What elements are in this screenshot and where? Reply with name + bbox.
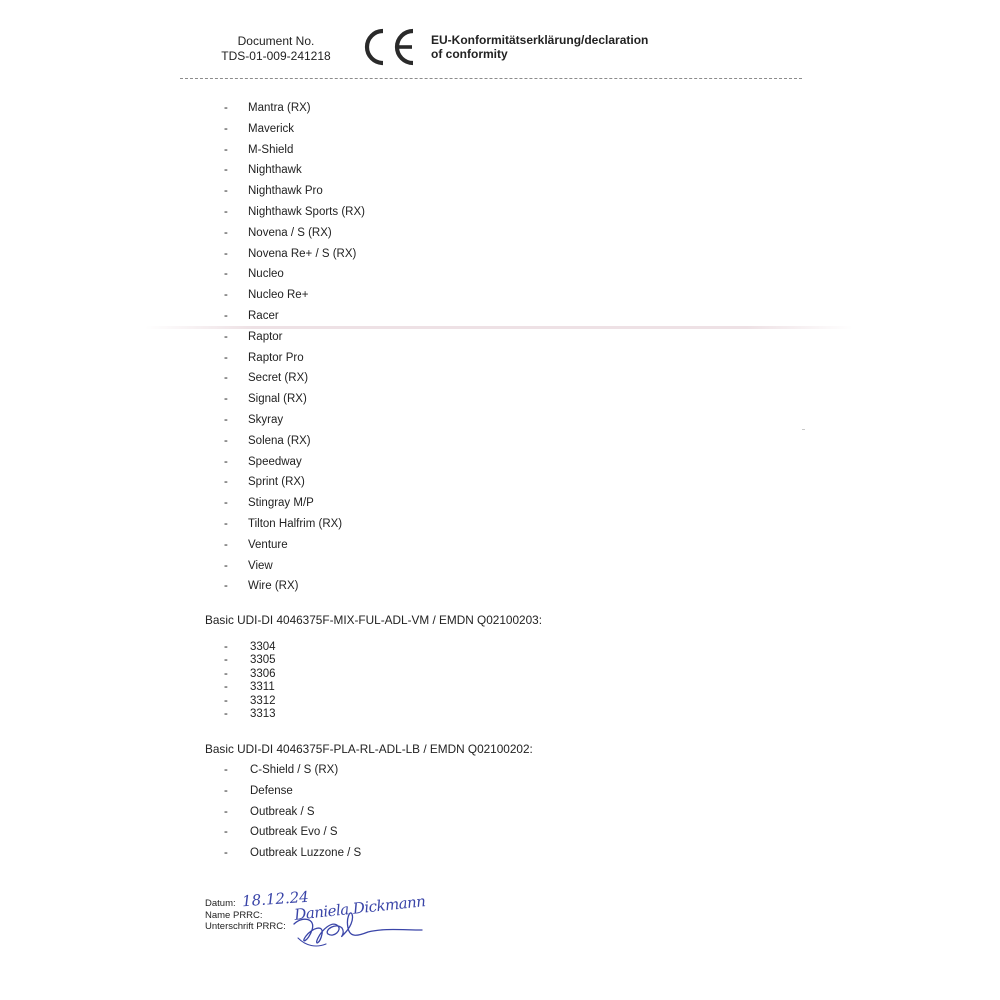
list-bullet-dash: - — [224, 434, 228, 447]
document-number — [212, 34, 340, 64]
list-bullet-dash: - — [224, 497, 228, 510]
list-bullet-dash: - — [224, 559, 228, 572]
list-item-text: 3312 — [250, 694, 276, 707]
list-bullet-dash: - — [224, 351, 228, 364]
list-bullet-dash: - — [224, 289, 228, 302]
handwritten-name: Daniela Dickmann — [293, 892, 427, 924]
list-item-text: Maverick — [248, 122, 295, 135]
list-bullet-dash: - — [224, 764, 228, 776]
list-item-text: Stingray M/P — [248, 497, 314, 510]
list-item-text: Skyray — [248, 413, 284, 426]
list-item-text: Secret (RX) — [248, 372, 309, 385]
date-label: Datum: — [205, 898, 236, 909]
document-number-label: Document No. — [237, 34, 315, 48]
list-item-text: Raptor — [248, 330, 283, 343]
list-item-text: 3311 — [250, 681, 275, 694]
list-bullet-dash: - — [224, 122, 228, 135]
list-item-text: Mantra (RX) — [248, 102, 311, 114]
list-item-text: Nighthawk — [248, 164, 302, 177]
list-bullet-dash: - — [224, 784, 228, 797]
udi-heading-2: Basic UDI-DI 4046375F-PLA-RL-ADL-LB / EMDN Q02100202: — [205, 742, 533, 756]
list-item-text: Nucleo Re+ — [248, 289, 309, 302]
list-item-text: Nighthawk Pro — [248, 185, 323, 198]
list-bullet-dash: - — [224, 185, 228, 198]
list-bullet-dash: - — [224, 372, 228, 385]
list-bullet-dash: - — [224, 247, 228, 260]
header-divider — [180, 78, 802, 79]
list-bullet-dash: - — [224, 707, 228, 720]
handwritten-date: 18.12.24 — [241, 887, 310, 911]
list-item-text: Signal (RX) — [248, 393, 307, 406]
name-prrc-label: Name PRRC: — [205, 909, 263, 921]
list-bullet-dash: - — [224, 580, 228, 593]
list-bullet-dash: - — [224, 681, 228, 694]
list-bullet-dash: - — [224, 309, 228, 322]
list-bullet-dash: - — [224, 654, 228, 667]
list-item-text: Novena Re+ / S (RX) — [248, 247, 357, 260]
handwritten-signature — [288, 908, 428, 954]
declaration-title — [431, 33, 648, 61]
list-bullet-dash: - — [224, 330, 228, 343]
list-item-text: 3313 — [250, 707, 276, 720]
list-item-text: 3305 — [250, 654, 276, 667]
list-bullet-dash: - — [224, 413, 228, 426]
list-item-text: 3304 — [250, 641, 276, 653]
list-bullet-dash: - — [224, 102, 228, 114]
list-bullet-dash: - — [224, 455, 228, 468]
list-bullet-dash: - — [224, 641, 228, 653]
list-bullet-dash: - — [224, 226, 228, 239]
signature-prrc-label: Unterschrift PRRC: — [205, 921, 286, 932]
list-bullet-dash: - — [224, 517, 228, 530]
list-item-text: Racer — [248, 309, 279, 322]
scan-speck — [802, 429, 805, 430]
list-item-text: Defense — [250, 784, 293, 797]
list-item-text: Nighthawk Sports (RX) — [248, 205, 365, 218]
list-bullet-dash: - — [224, 667, 228, 680]
ce-mark-logo — [360, 26, 418, 68]
list-item-text: Sprint (RX) — [248, 476, 305, 489]
list-bullet-dash: - — [224, 805, 228, 818]
declaration-title-line2: of conformity — [431, 47, 508, 61]
list-item-text: Wire (RX) — [248, 580, 299, 593]
list-item-text: Speedway — [248, 455, 302, 468]
list-item-text: Venture — [248, 538, 288, 551]
list-item-text: 3306 — [250, 667, 276, 680]
document-number-value: TDS-01-009-241218 — [221, 49, 331, 63]
list-item-text: Outbreak Evo / S — [250, 826, 338, 839]
list-item-text: Nucleo — [248, 268, 284, 281]
list-item-text: Novena / S (RX) — [248, 226, 332, 239]
list-item-text: Raptor Pro — [248, 351, 304, 364]
list-bullet-dash: - — [224, 268, 228, 281]
list-item-text: View — [248, 559, 273, 572]
declaration-title-line1: EU-Konformitätserklärung/declaration — [431, 33, 649, 47]
list-item-text: C-Shield / S (RX) — [250, 764, 339, 776]
list-bullet-dash: - — [224, 694, 228, 707]
list-bullet-dash: - — [224, 393, 228, 406]
list-item-text: Solena (RX) — [248, 434, 311, 447]
list-bullet-dash: - — [224, 205, 228, 218]
list-item-text: M-Shield — [248, 143, 294, 156]
list-bullet-dash: - — [224, 847, 228, 860]
list-item-text: Outbreak Luzzone / S — [250, 847, 362, 860]
list-bullet-dash: - — [224, 826, 228, 839]
list-bullet-dash: - — [224, 476, 228, 489]
list-item-text: Outbreak / S — [250, 805, 315, 818]
list-bullet-dash: - — [224, 143, 228, 156]
list-bullet-dash: - — [224, 164, 228, 177]
list-item-text: Tilton Halfrim (RX) — [248, 517, 343, 530]
list-bullet-dash: - — [224, 538, 228, 551]
udi-heading-1: Basic UDI-DI 4046375F-MIX-FUL-ADL-VM / EMDN Q02100203: — [205, 613, 542, 627]
